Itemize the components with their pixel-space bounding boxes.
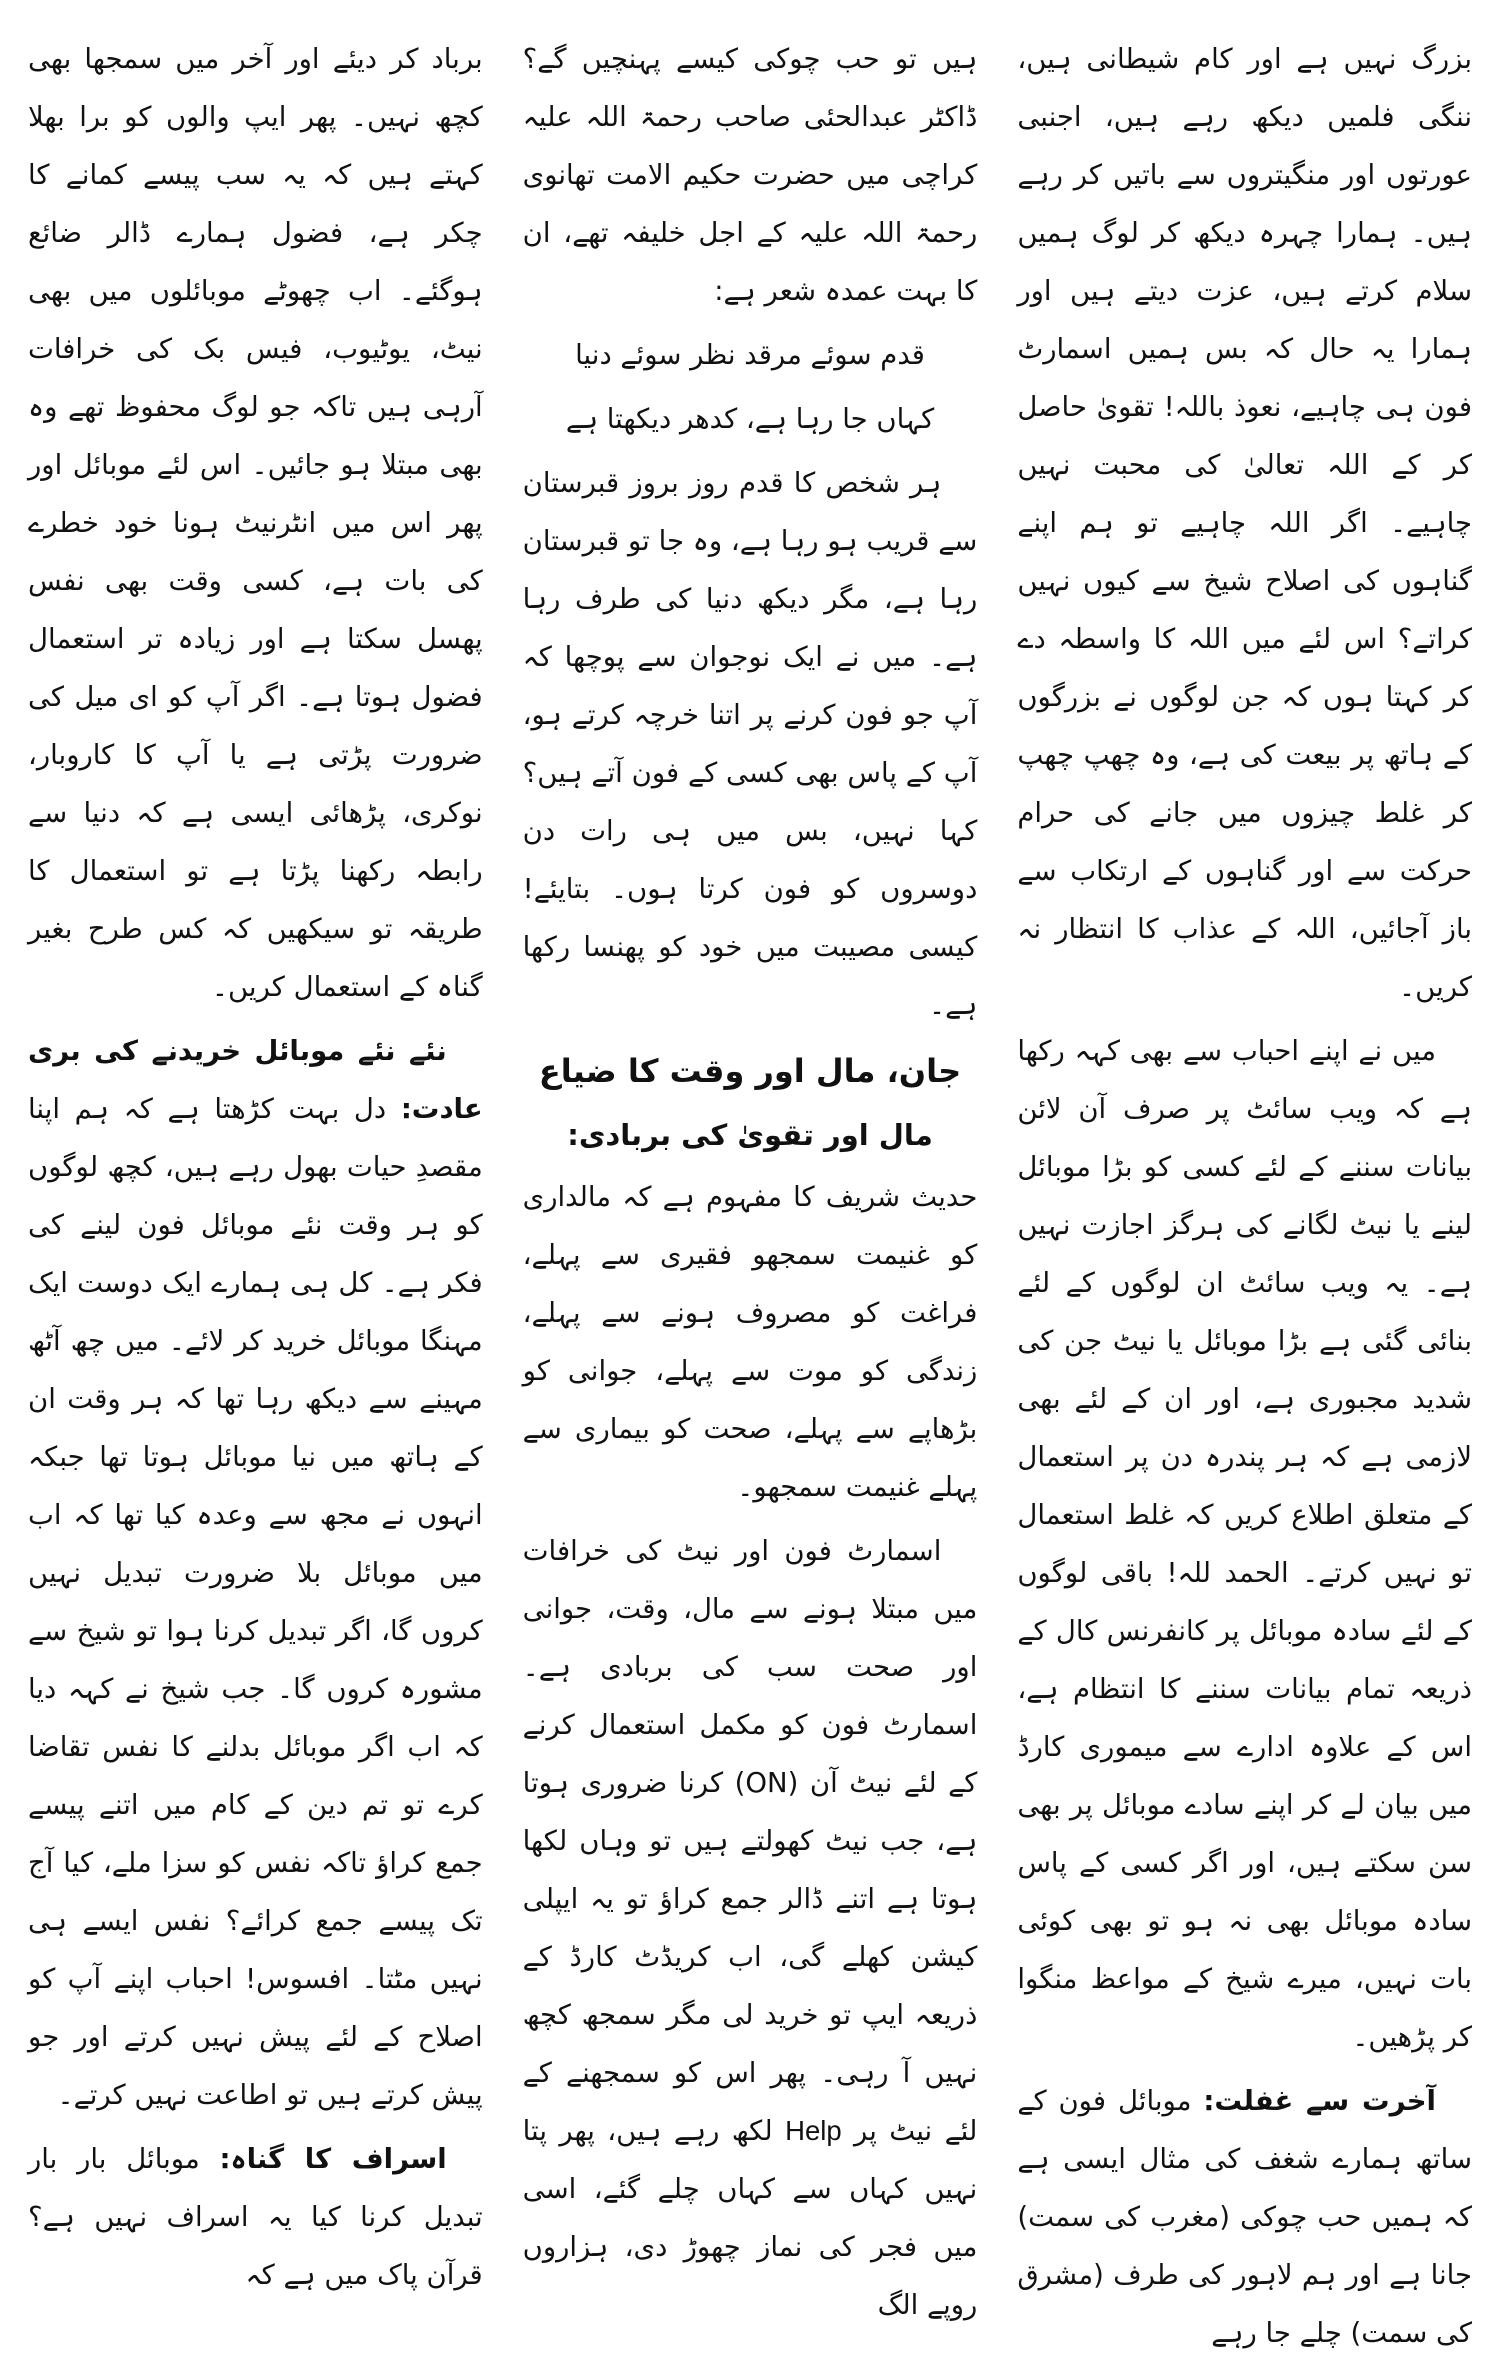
paragraph	[1017, 2072, 1472, 2362]
paragraph-text: لکھ رہے ہیں، پھر پتا نہیں کہاں سے کہاں چلے گئے، اسی میں فجر کی نماز چھوڑ دی، ہزاروں روپے الگ	[522, 2115, 978, 2321]
verse-line: قدم سوئے مرقد نظر سوئے دنیا	[575, 339, 925, 371]
paragraph	[28, 2130, 483, 2304]
section-heading: جان، مال اور وقت کا ضیاع	[538, 1052, 962, 1090]
column-right	[1017, 30, 1472, 2368]
paragraph: ہر شخص کا قدم روز بروز قبرستان سے قریب ہو رہا ہے، وہ جا تو قبرستان رہا ہے، مگر دیکھ دنیا کی طرف رہا ہے۔ میں نے ایک نوجوان سے پوچھا کہ آپ جو فون کرنے پر اتنا خرچہ کرتے ہو، آپ کے پاس بھی کسی کے فون آتے ہیں؟ کہا نہیں، بس میں ہی رات دن دوسروں کو فون کرتا ہوں۔ بتایئے! کیسی مصیبت میں خود کو پھنسا رکھا ہے۔	[522, 467, 978, 1021]
paragraph-text: موبائل فون کے ساتھ ہمارے شغف کی مثال ایسی ہے کہ ہمیں حب چوکی (مغرب کی سمت) جانا ہے اور ہم لاہور کی طرف (مشرق کی سمت) چلے جا رہے	[1017, 2085, 1472, 2349]
paragraph: حدیث شریف کا مفہوم ہے کہ مالداری کو غنیمت سمجھو فقیری سے پہلے، فراغت کو مصروف ہونے سے پہلے، زندگی کو موت سے پہلے، جوانی کو بڑھاپے سے پہلے، صحت کو بیماری سے پہلے غنیمت سمجھو۔	[522, 1181, 978, 1503]
paragraph-lead: اسراف کا گناہ:	[219, 2143, 447, 2175]
paragraph-text: دل بہت کڑھتا ہے کہ ہم اپنا مقصدِ حیات بھول رہے ہیں، کچھ لوگوں کو ہر وقت نئے موبائل فون لینے کی فکر ہے۔ کل ہی ہمارے ایک دوست ایک مہنگا موبائل خرید کر لائے۔ میں چھ آٹھ مہینے سے دیکھ رہا تھا کہ ہر وقت ان کے ہاتھ میں نیا موبائل ہوتا تھا جبکہ انہوں نے مجھ سے وعدہ کیا تھا کہ اب میں موبائل بلا ضرورت تبدیل نہیں کروں گا، اگر تبدیل کرنا ہوا تو شیخ سے مشورہ کروں گا۔ جب شیخ نے کہہ دیا کہ اب اگر موبائل بدلنے کا نفس تقاضا کرے تو تم دین کے کام میں اتنے پیسے جمع کراؤ تاکہ نفس کو سزا ملے، کیا آج تک پیسے جمع کرائے؟ نفس ایسے ہی نہیں مٹتا۔ افسوس! احباب اپنے آپ کو اصلاح کے لئے پیش نہیں کرتے اور جو پیش کرتے ہیں تو اطاعت نہیں کرتے۔	[28, 1093, 483, 2111]
paragraph: میں نے اپنے احباب سے بھی کہہ رکھا ہے کہ ویب سائٹ پر صرف آن لائن بیانات سننے کے لئے کسی کو بڑا موبائل لینے یا نیٹ لگانے کی ہرگز اجازت نہیں ہے۔ یہ ویب سائٹ ان لوگوں کے لئے بنائی گئی ہے بڑا موبائل یا نیٹ جن کی شدید مجبوری ہے، اور ان کے لئے بھی لازمی ہے کہ ہر پندرہ دن پر استعمال کے متعلق اطلاع کریں کہ غلط استعمال تو نہیں کرتے۔ الحمد للہ! باقی لوگوں کے لئے سادہ موبائل پر کانفرنس کال کے ذریعہ تمام بیانات سننے کا انتظام ہے، اس کے علاوہ ادارے سے میموری کارڈ میں بیان لے کر اپنے سادے موبائل پر بھی سن سکتے ہیں، اور اگر کسی کے پاس سادہ موبائل بھی نہ ہو تو بھی کوئی بات نہیں، میرے شیخ کے مواعظ منگوا کر پڑھیں۔	[1017, 1035, 1472, 2053]
section-subheading: مال اور تقویٰ کی بربادی:	[567, 1118, 933, 1152]
paragraph-text: اسمارٹ فون اور نیٹ کی خرافات میں مبتلا ہونے سے مال، وقت، جوانی اور صحت سب کی بربادی ہے۔ اسمارٹ فون کو مکمل استعمال کرنے کے لئے نیٹ آن (ON) کرنا ضروری ہوتا ہے، جب نیٹ کھولتے ہیں تو وہاں لکھا ہوتا ہے اتنے ڈالر جمع کراؤ تو یہ ایپلی کیشن کھلے گی، اب کریڈٹ کارڈ کے ذریعہ ایپ تو خرید لی مگر سمجھ کچھ نہیں آ رہی۔ پھر اس کو سمجھنے کے لئے نیٹ پر	[522, 1535, 978, 2147]
paragraph-lead: نئے نئے موبائل خریدنے کی بری عادت:	[28, 1035, 483, 1125]
paragraph: برباد کر دیئے اور آخر میں سمجھا بھی کچھ نہیں۔ پھر ایپ والوں کو برا بھلا کہتے ہیں کہ یہ سب پیسے کمانے کا چکر ہے، فضول ہمارے ڈالر ضائع ہوگئے۔ اب چھوٹے موبائلوں میں بھی نیٹ، یوٹیوب، فیس بک کی خرافات آرہی ہیں تاکہ جو لوگ محفوظ تھے وہ بھی مبتلا ہو جائیں۔ اس لئے موبائل اور پھر اس میں انٹرنیٹ ہونا خود خطرے کی بات ہے، کسی وقت بھی نفس پھسل سکتا ہے اور زیادہ تر استعمال فضول ہوتا ہے۔ اگر آپ کو ای میل کی ضرورت پڑتی ہے یا آپ کا کاروبار، نوکری، پڑھائی ایسی ہے کہ دنیا سے رابطہ رکھنا پڑتا ہے تو استعمال کا طریقہ تو سیکھیں کہ کس طرح بغیر گناہ کے استعمال کریں۔	[28, 43, 483, 1003]
paragraph	[523, 1522, 978, 2334]
inline-english-word: Help	[785, 2115, 842, 2146]
paragraph: بزرگ نہیں ہے اور کام شیطانی ہیں، ننگی فلمیں دیکھ رہے ہیں، اجنبی عورتوں اور منگیتروں سے باتیں کر رہے ہیں۔ ہمارا چہرہ دیکھ کر لوگ ہمیں سلام کرتے ہیں، عزت دیتے ہیں اور ہمارا یہ حال کہ بس ہمیں اسمارٹ فون ہی چاہیے، نعوذ باللہ! تقویٰ حاصل کر کے اللہ تعالیٰ کی محبت نہیں چاہیے۔ اگر اللہ چاہیے تو ہم اپنے گناہوں کی اصلاح شیخ سے کیوں نہیں کراتے؟ اس لئے میں اللہ کا واسطہ دے کر کہتا ہوں کہ جن لوگوں نے بزرگوں کے ہاتھ پر بیعت کی ہے، وہ چھپ چھپ کر غلط چیزوں میں جانے کی حرام حرکت سے اور گناہوں کے ارتکاب سے باز آجائیں، اللہ کے عذاب کا انتظار نہ کریں۔	[1017, 43, 1472, 1003]
paragraph-text: موبائل بار بار تبدیل کرنا کیا یہ اسراف نہیں ہے؟ قرآن پاک میں ہے کہ	[28, 2143, 483, 2291]
paragraph: ہیں تو حب چوکی کیسے پہنچیں گے؟ ڈاکٹر عبدالحئی صاحب رحمۃ اللہ علیہ کراچی میں حضرت حکیم الامت تھانوی رحمۃ اللہ علیہ کے اجل خلیفہ تھے، ان کا بہت عمدہ شعر ہے:	[522, 43, 978, 307]
verse-line: کہاں جا رہا ہے، کدھر دیکھتا ہے	[565, 403, 935, 435]
column-left	[28, 30, 483, 2368]
column-middle	[523, 30, 978, 2368]
article-columns	[28, 30, 1472, 2349]
paragraph	[28, 1022, 483, 2124]
paragraph-lead: آخرت سے غفلت:	[1203, 2085, 1436, 2117]
